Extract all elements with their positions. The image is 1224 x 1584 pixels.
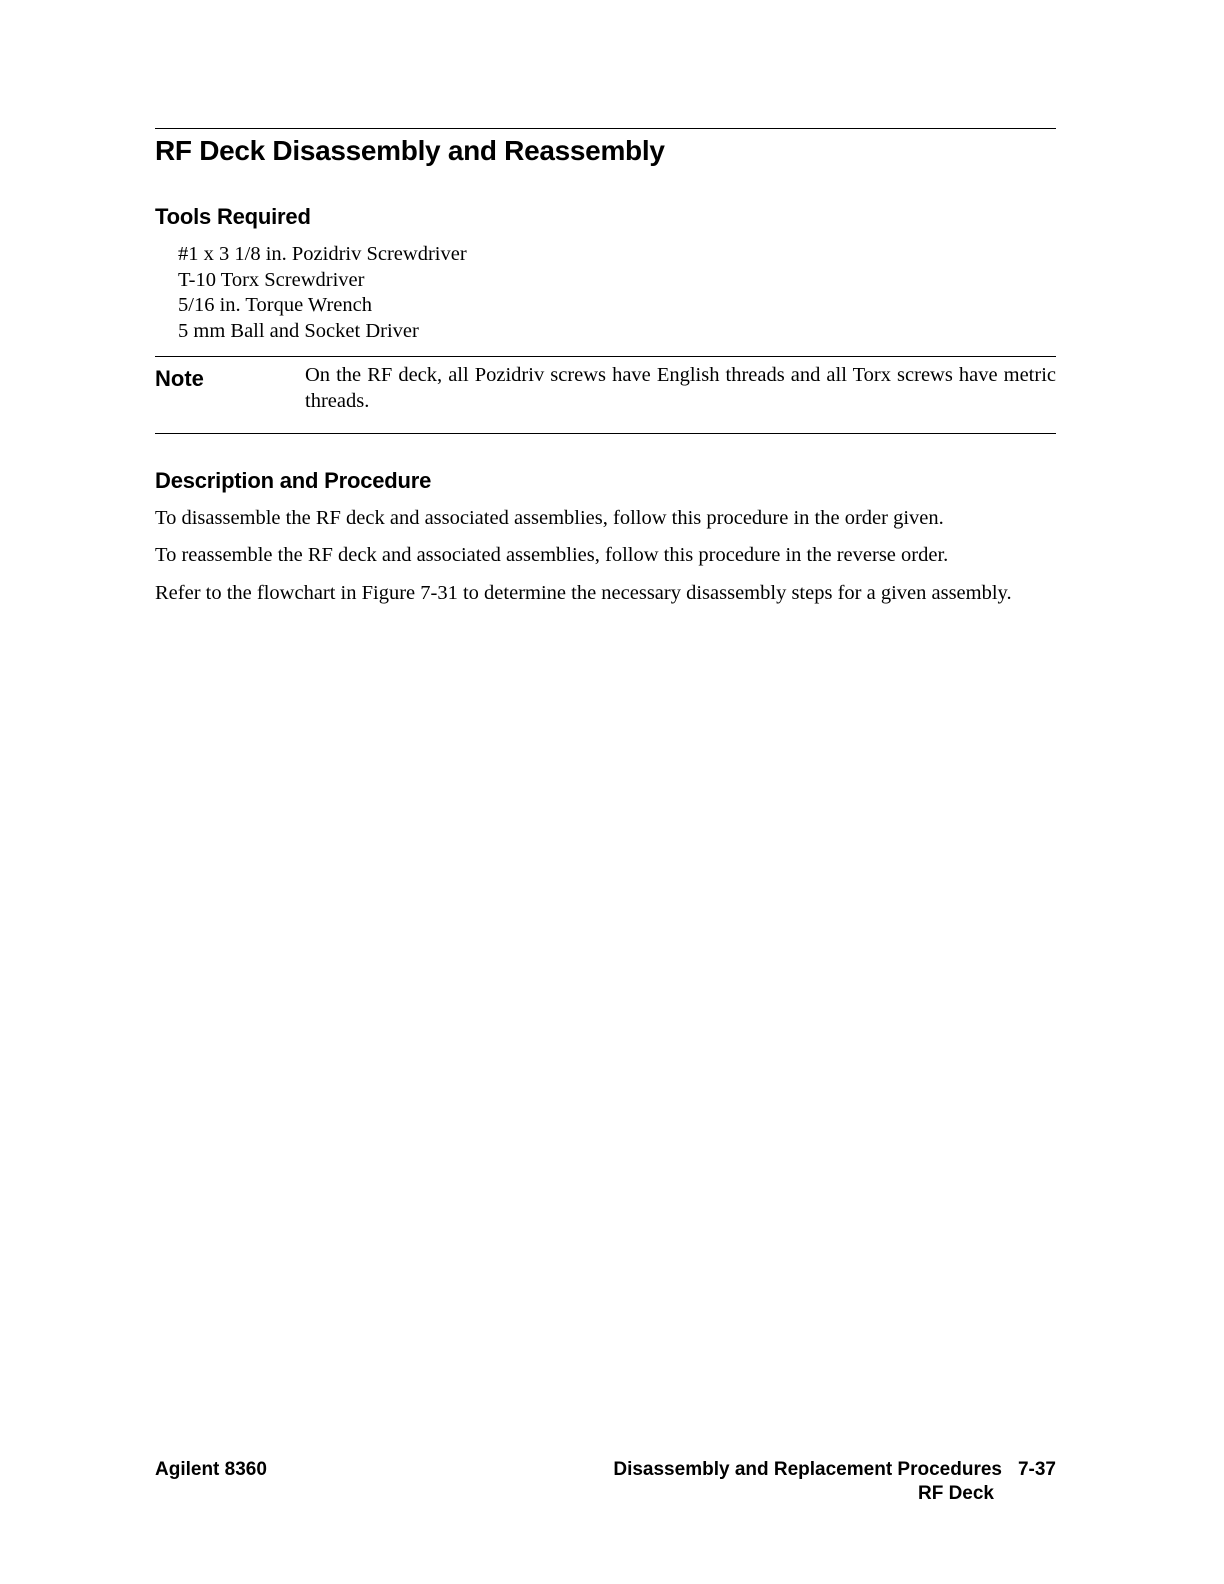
tool-item: 5/16 in. Torque Wrench bbox=[178, 294, 372, 317]
description-paragraph: To reassemble the RF deck and associated assemblies, follow this procedure in the reverse order. bbox=[155, 544, 949, 567]
footer-subsection: RF Deck bbox=[917, 1483, 994, 1504]
tool-item: T-10 Torx Screwdriver bbox=[178, 268, 365, 291]
note-box bbox=[155, 356, 1056, 433]
footer-product: Agilent 8360 bbox=[155, 1459, 267, 1480]
tool-item: #1 x 3 1/8 in. Pozidriv Screwdriver bbox=[178, 243, 467, 265]
page-content bbox=[155, 128, 1056, 606]
tools-list bbox=[178, 242, 1056, 344]
description-paragraph: Refer to the flowchart in Figure 7-31 to determine the necessary disassembly steps for a given assembly. bbox=[155, 581, 1012, 604]
footer-page-number: 7-37 bbox=[1017, 1459, 1056, 1480]
tools-heading: Tools Required bbox=[155, 204, 311, 229]
description-heading: Description and Procedure bbox=[155, 467, 432, 493]
tool-item: 5 mm Ball and Socket Driver bbox=[178, 319, 419, 342]
page-title: RF Deck Disassembly and Reassembly bbox=[155, 135, 665, 166]
note-text: On the RF deck, all Pozidriv screws have English threads and all Torx screws have metric threads. bbox=[305, 364, 1056, 412]
footer-right bbox=[613, 1459, 1056, 1505]
note-label: Note bbox=[155, 366, 204, 392]
description-paragraph: To disassemble the RF deck and associated assemblies, follow this procedure in the order given. bbox=[155, 506, 944, 529]
footer-chapter: Disassembly and Replacement Procedures bbox=[613, 1459, 1002, 1480]
title-rule bbox=[155, 128, 1056, 129]
